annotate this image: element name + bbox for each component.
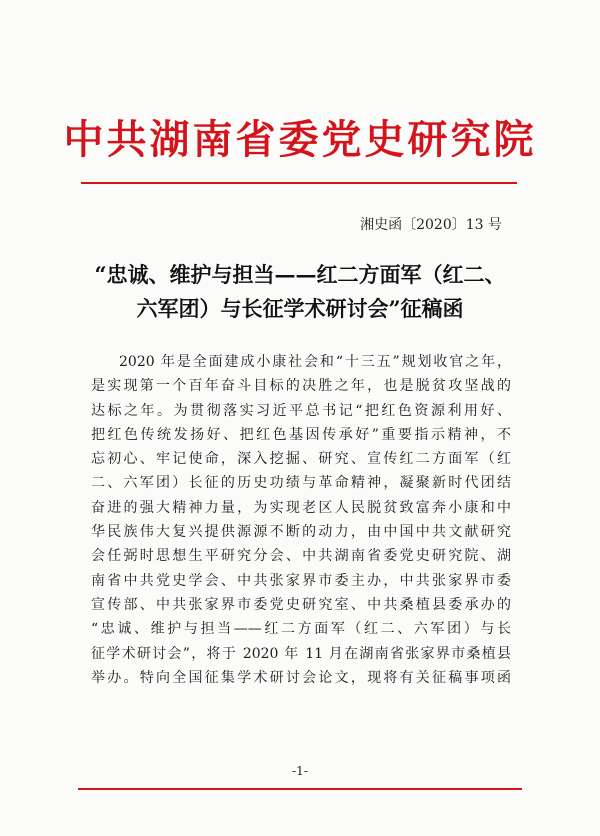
organization-header: 中共湖南省委党史研究院 [63, 116, 537, 163]
body-line: 把红色传统发扬好、把红色基因传承好”重要指示精神，不 [91, 426, 511, 443]
body-line: 二、六军团）长征的历史功绩与革命精神，凝聚新时代团结 [91, 475, 511, 492]
body-line: 忘初心、牢记使命，深入挖掘、研究、宣传红二方面军（红 [91, 451, 511, 468]
body-line: 华民族伟大复兴提供源源不断的动力，由中国中共文献研究 [91, 524, 511, 541]
body-line: 是实现第一个百年奋斗目标的决胜之年，也是脱贫攻坚战的 [91, 378, 511, 395]
body-line: 宣传部、中共张家界市委党史研究室、中共桑植县委承办的 [91, 596, 511, 613]
body-line: 南省中共党史学会、中共张家界市委主办，中共张家界市委 [91, 572, 511, 589]
header-red-rule [81, 182, 517, 184]
body-line: 达标之年。为贯彻落实习近平总书记“把红色资源利用好、 [91, 402, 511, 419]
document-title-line: 六军团）与长征学术研讨会”征稿函 [136, 296, 464, 321]
document-number: 湘史函〔2020〕13 号 [360, 217, 502, 233]
body-paragraph [91, 350, 511, 690]
body-line: 会任弼时思想生平研究分会、中共湖南省委党史研究院、湖 [91, 548, 511, 565]
footer-red-rule [78, 788, 522, 790]
page-number: -1- [292, 764, 308, 778]
body-line: 2020 年是全面建成小康社会和“十三五”规划收官之年， [119, 354, 511, 370]
body-line: 征学术研讨会”，将于 2020 年 11 月在湖南省张家界市桑植县 [91, 645, 511, 662]
body-line: 奋进的强大精神力量，为实现老区人民脱贫致富奔小康和中 [91, 499, 511, 516]
document-title-line: “忠诚、维护与担当——红二方面军（红二、 [94, 262, 506, 287]
document-title [90, 258, 510, 326]
body-line: 举办。特向全国征集学术研讨会论文，现将有关征稿事项函 [91, 669, 511, 686]
body-line: “忠诚、维护与担当——红二方面军（红二、六军团）与长 [91, 621, 511, 638]
